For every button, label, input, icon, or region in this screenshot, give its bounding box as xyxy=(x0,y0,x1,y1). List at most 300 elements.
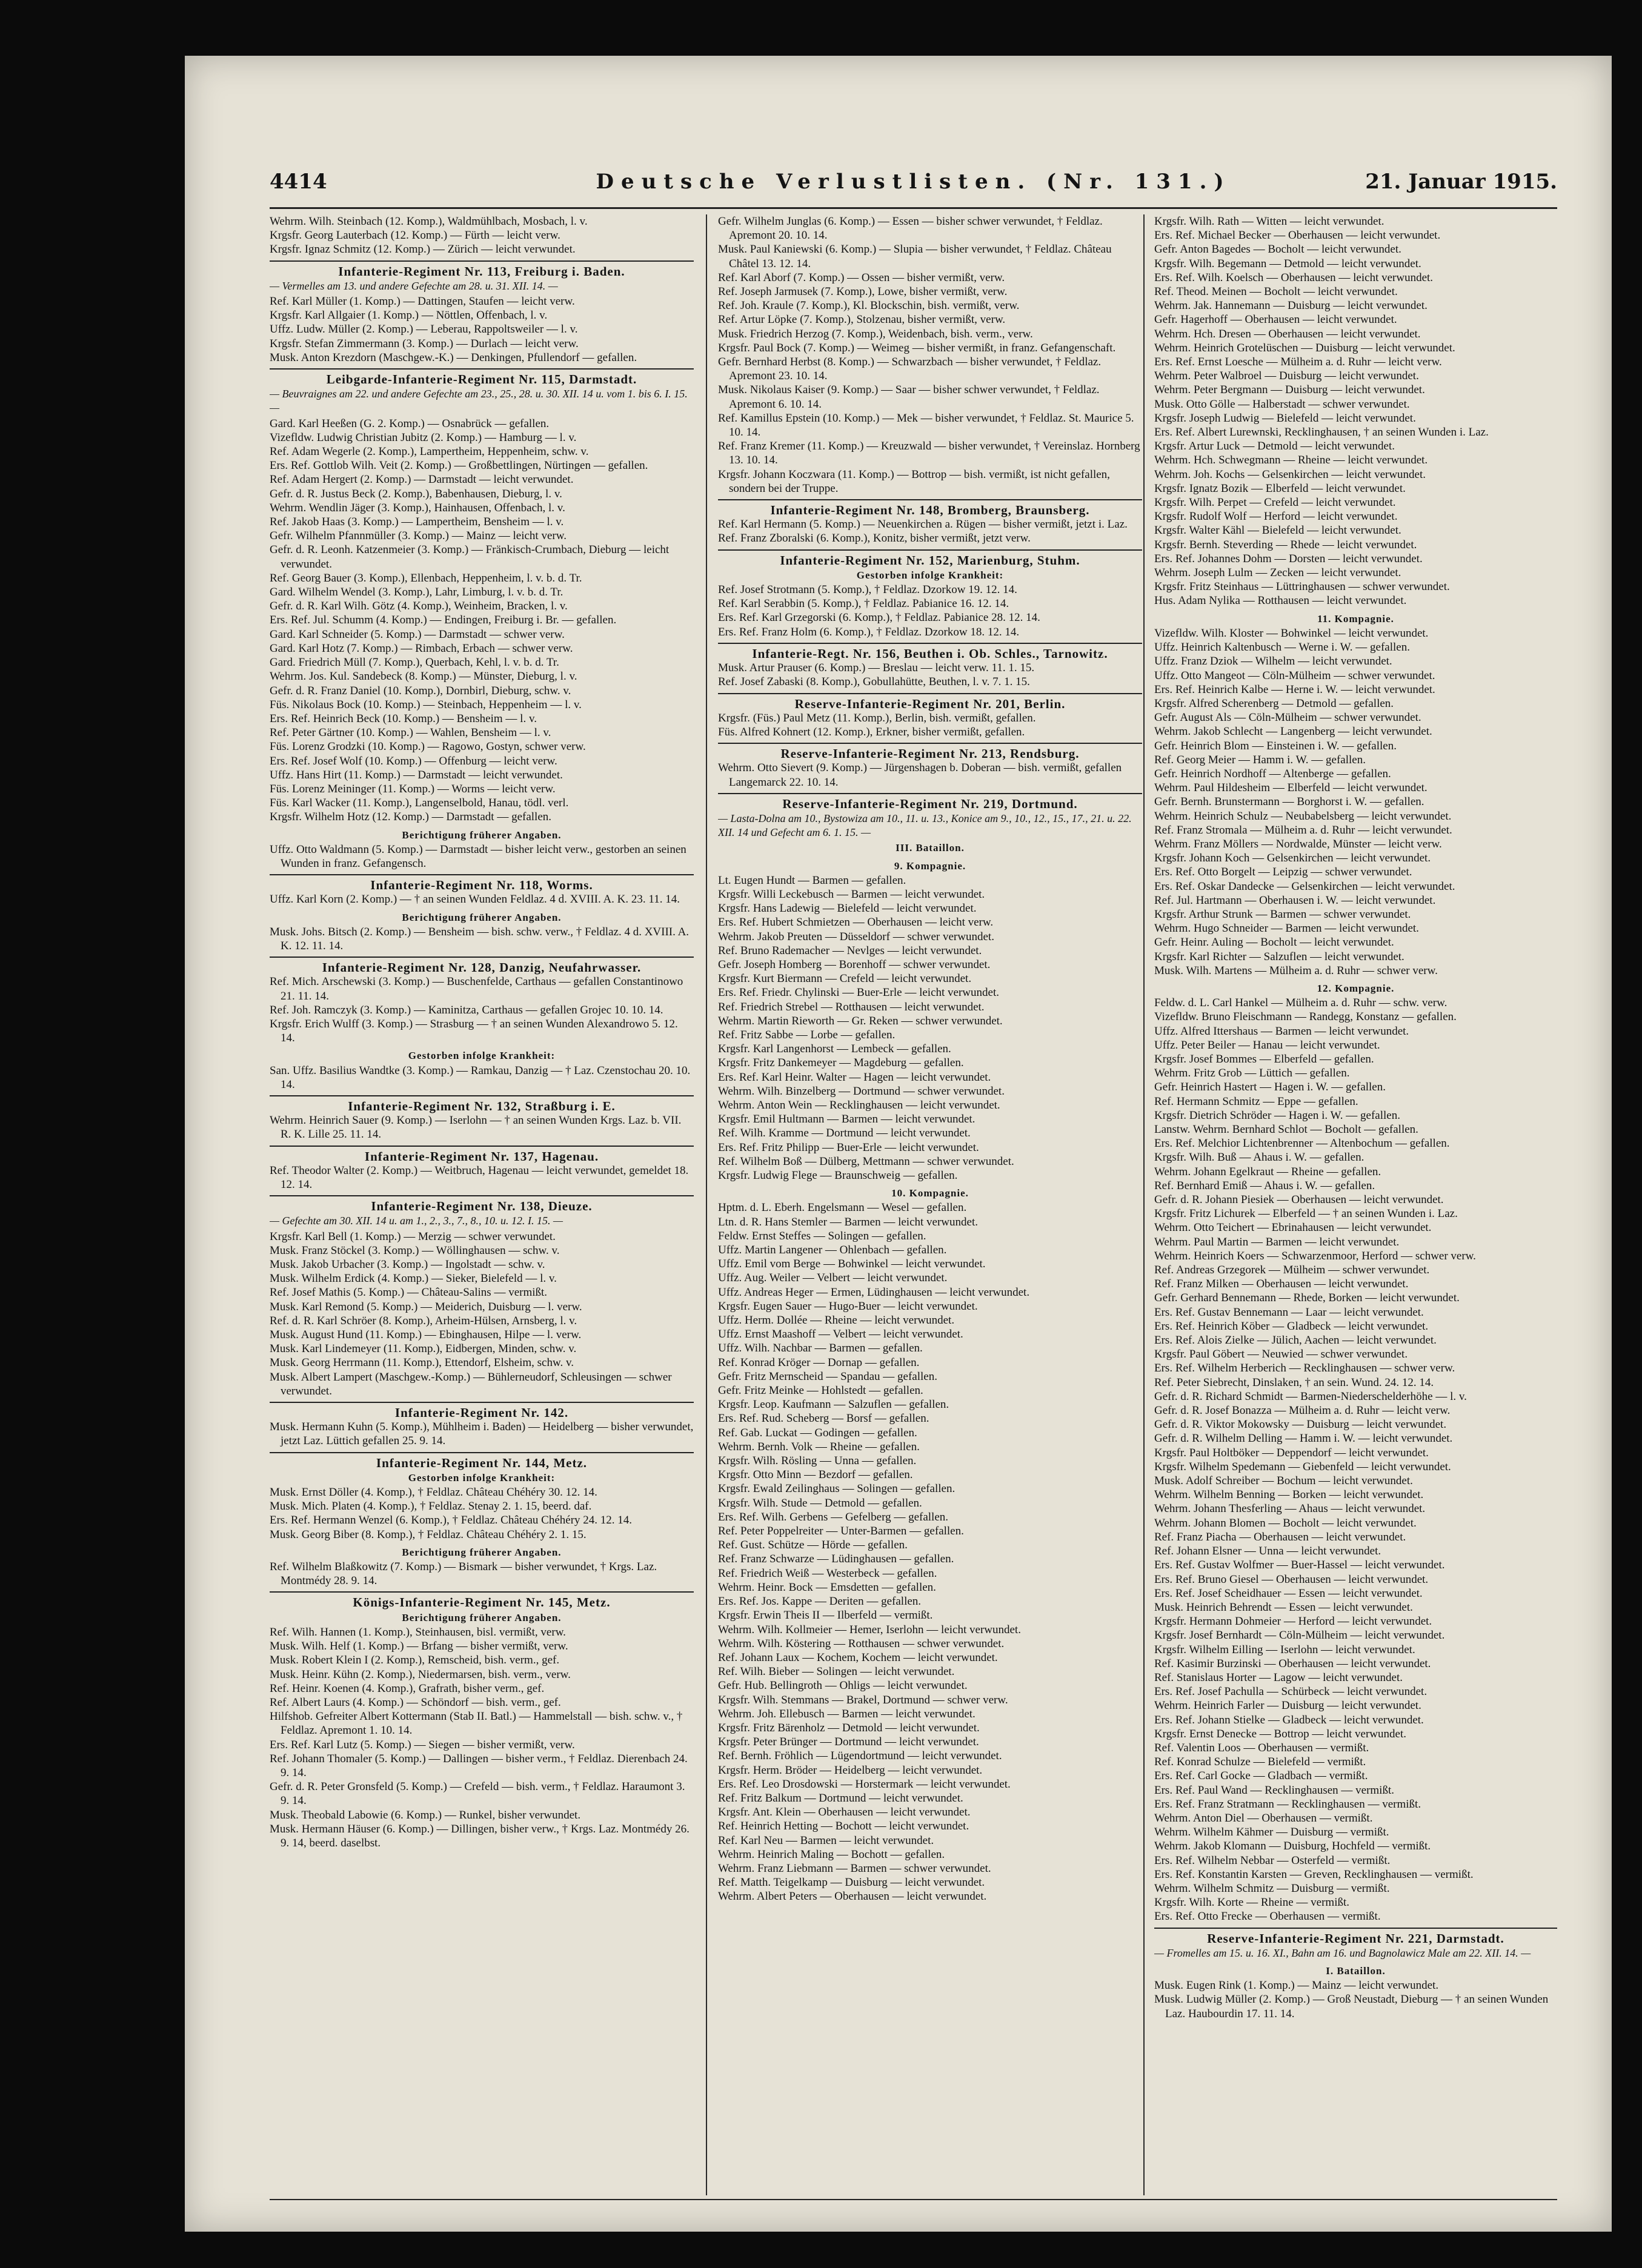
casualty-entry: Ers. Ref. Ernst Loesche — Mülheim a. d. Ruhr — leicht verw. xyxy=(1154,356,1442,369)
casualty-entry: Wehrm. Joh. Ellebusch — Barmen — leicht verwundet. xyxy=(718,1707,976,1720)
casualty-entry: Musk. Wilhelm Erdick (4. Komp.) — Sieker, Bielefeld — l. v. xyxy=(270,1272,557,1285)
regiment-section xyxy=(270,1591,694,1850)
casualty-entry: Musk. Mich. Platen (4. Komp.), † Feldlaz. Stenay 2. 1. 15, beerd. daf. xyxy=(270,1500,592,1513)
casualty-entry: Musk. Georg Herrmann (11. Komp.), Ettendorf, Elsheim, schw. v. xyxy=(270,1356,574,1370)
casualty-entry: Ref. Fritz Sabbe — Lorbe — gefallen. xyxy=(718,1028,896,1041)
casualty-entry: Ers. Ref. Paul Wand — Recklinghausen — vermißt. xyxy=(1154,1783,1394,1797)
page-header xyxy=(270,170,1557,204)
regiment-section xyxy=(1154,981,1557,1924)
casualty-entry: Ers. Ref. Otto Borgelt — Leipzig — schwer verwundet. xyxy=(1154,866,1412,879)
casualty-entry: Ers. Ref. Hubert Schmietzen — Oberhausen — leicht verw. xyxy=(718,916,994,929)
casualty-entry: Ref. Franz Milken — Oberhausen — leicht verwundet. xyxy=(1154,1278,1409,1291)
regiment-section xyxy=(270,214,694,257)
section-title: Infanterie-Regt. Nr. 156, Beuthen i. Ob. Schles., Tarnowitz. xyxy=(718,643,1142,661)
casualty-entry: Krgsfr. Fritz Steinhaus — Lüttringhausen — schwer verwundet. xyxy=(1154,580,1450,594)
casualty-entry: Ref. Peter Poppelreiter — Unter-Barmen — gefallen. xyxy=(718,1525,964,1538)
casualty-entry: Ers. Ref. Wilh. Koelsch — Oberhausen — leicht verwundet. xyxy=(1154,271,1434,284)
casualty-entry: Ers. Ref. Gustav Wolfmer — Buer-Hassel — leicht verwundet. xyxy=(1154,1559,1445,1572)
casualty-entry: Ers. Ref. Heinrich Köber — Gladbeck — leicht verwundet. xyxy=(1154,1319,1429,1333)
regiment-section xyxy=(270,1452,694,1542)
casualty-entry: Ers. Ref. Jos. Kappe — Deriten — gefallen. xyxy=(718,1595,922,1608)
casualty-entry: Ers. Ref. Rud. Scheberg — Borsf — gefallen. xyxy=(718,1412,929,1425)
regiment-section xyxy=(270,1049,694,1092)
section-title: Infanterie-Regiment Nr. 148, Bromberg, Braunsberg. xyxy=(718,499,1142,517)
casualty-entry: Ref. Friedrich Weiß — Westerbeck — gefallen. xyxy=(718,1567,937,1580)
section-title: Reserve-Infanterie-Regiment Nr. 201, Berlin. xyxy=(718,693,1142,711)
casualty-entry: Ref. Johann Thomaler (5. Komp.) — Dallingen — bisher verm., † Feldlaz. Dierenbach 24. 9. 14. xyxy=(270,1752,688,1779)
casualty-entry: Krgsfr. Peter Brünger — Dortmund — leicht verwundet. xyxy=(718,1736,979,1749)
casualty-entry: Musk. Otto Gölle — Halberstadt — schwer verwundet. xyxy=(1154,397,1410,411)
casualty-entry: Uffz. Peter Beiler — Hanau — leicht verwundet. xyxy=(1154,1038,1380,1052)
casualty-entry: Ref. Josef Strotmann (5. Komp.), † Feldlaz. Dzorkow 19. 12. 14. xyxy=(718,583,1017,597)
casualty-entry: Vizefldw. Wilh. Kloster — Bohwinkel — leicht verwundet. xyxy=(1154,626,1429,640)
casualty-entry: Musk. Ludwig Müller (2. Komp.) — Groß Neustadt, Dieburg — † an seinen Wunden Laz. Haubourdin 17. 11. 14. xyxy=(1154,1993,1549,2020)
casualty-entry: Ref. Kamillus Epstein (10. Komp.) — Mek — bisher verwundet, † Feldlaz. St. Maurice 5. 10. 14. xyxy=(718,411,1134,439)
casualty-entry: Krgsfr. Ewald Zeilinghaus — Solingen — gefallen. xyxy=(718,1482,956,1496)
casualty-entry: Gefr. August Als — Cöln-Mülheim — schwer verwundet. xyxy=(1154,711,1421,724)
casualty-entry: Gard. Karl Hotz (7. Komp.) — Rimbach, Erbach — schwer verw. xyxy=(270,642,573,655)
casualty-entry: Wehrm. Martin Rieworth — Gr. Reken — schwer verwundet. xyxy=(718,1014,1003,1027)
casualty-entry: Musk. Franz Stöckel (3. Komp.) — Wöllinghausen — schw. v. xyxy=(270,1244,560,1257)
casualty-entry: San. Uffz. Basilius Wandtke (3. Komp.) — Ramkau, Danzig — † Laz. Czenstochau 20. 10. 14. xyxy=(270,1064,691,1091)
casualty-entry: Krgsfr. Fritz Dankemeyer — Magdeburg — gefallen. xyxy=(718,1056,964,1070)
section-title: Infanterie-Regiment Nr. 144, Metz. xyxy=(270,1452,694,1470)
casualty-entry: Krgsfr. (Füs.) Paul Metz (11. Komp.), Berlin, bish. vermißt, gefallen. xyxy=(718,711,1036,724)
casualty-entry: Wehrm. Wendlin Jäger (3. Komp.), Hainhausen, Offenbach, l. v. xyxy=(270,501,565,514)
casualty-entry: Füs. Nikolaus Bock (10. Komp.) — Steinbach, Heppenheim — l. v. xyxy=(270,698,582,711)
section-subheading: Gestorben infolge Krankheit: xyxy=(408,1471,556,1484)
casualty-entry: Musk. Wilh. Martens — Mülheim a. d. Ruhr — schwer verw. xyxy=(1154,964,1438,977)
regiment-section xyxy=(1154,1964,1557,2021)
casualty-entry: Füs. Alfred Kohnert (12. Komp.), Erkner, bisher vermißt, gefallen. xyxy=(718,725,1025,738)
casualty-entry: Vizefldw. Ludwig Christian Jubitz (2. Komp.) — Hamburg — l. v. xyxy=(270,431,577,444)
casualty-entry: Gefr. Bernhard Herbst (8. Komp.) — Schwarzbach — bisher verwundet, † Feldlaz. Apremont 23. 10. 14. xyxy=(718,356,1102,383)
casualty-entry: Krgsfr. Fritz Lichurek — Elberfeld — † an seinen Wunden i. Laz. xyxy=(1154,1207,1458,1221)
casualty-entry: Ers. Ref. Hermann Wenzel (6. Komp.), † Feldlaz. Château Chéhéry 24. 12. 14. xyxy=(270,1514,633,1527)
casualty-entry: Musk. Eugen Rink (1. Komp.) — Mainz — leicht verwundet. xyxy=(1154,1979,1439,1992)
casualty-entry: Wehrm. Wilh. Binzelberg — Dortmund — schwer verwundet. xyxy=(718,1084,1005,1098)
casualty-entry: Wehrm. Johann Thesferling — Ahaus — leicht verwundet. xyxy=(1154,1502,1426,1516)
casualty-entry: Ref. Andreas Grzegorek — Mülheim — schwer verwundet. xyxy=(1154,1264,1430,1277)
casualty-entry: Musk. Artur Prauser (6. Komp.) — Breslau — leicht verw. 11. 1. 15. xyxy=(718,662,1035,675)
casualty-entry: Krgsfr. Ignaz Schmitz (12. Komp.) — Zürich — leicht verwundet. xyxy=(270,243,576,256)
casualty-entry: Gefr. Hub. Bellingroth — Ohligs — leicht verwundet. xyxy=(718,1679,968,1693)
regiment-section xyxy=(270,828,694,871)
casualty-entry: Ers. Ref. Heinrich Kalbe — Herne i. W. — leicht verwundet. xyxy=(1154,683,1435,696)
section-title: Königs-Infanterie-Regiment Nr. 145, Metz. xyxy=(270,1591,694,1610)
casualty-entry: Wehrm. Wilh. Köstering — Rotthausen — schwer verwundet. xyxy=(718,1637,1005,1650)
casualty-entry: Gard. Karl Heeßen (G. 2. Komp.) — Osnabrück — gefallen. xyxy=(270,417,550,430)
casualty-entry: Ltn. d. R. Hans Stemler — Barmen — leicht verwundet. xyxy=(718,1215,978,1228)
casualty-entry: Ref. Peter Siebrecht, Dinslaken, † an sein. Wund. 24. 12. 14. xyxy=(1154,1376,1434,1389)
casualty-entry: Ers. Ref. Wilhelm Nebbar — Osterfeld — vermißt. xyxy=(1154,1854,1391,1867)
casualty-entry: Vizefldw. Bruno Fleischmann — Randegg, Konstanz — gefallen. xyxy=(1154,1010,1457,1024)
casualty-entry: Ers. Ref. Franz Stratmann — Recklinghausen — vermißt. xyxy=(1154,1797,1421,1811)
casualty-entry: Feldw. Ernst Steffes — Solingen — gefallen. xyxy=(718,1229,926,1242)
casualty-entry: Gefr. Heinr. Auling — Bocholt — leicht verwundet. xyxy=(1154,936,1394,949)
casualty-entry: Ref. Karl Serabbin (5. Komp.), † Feldlaz. Pabianice 16. 12. 14. xyxy=(718,597,1009,611)
regiment-section xyxy=(270,910,694,953)
section-title: Infanterie-Regiment Nr. 137, Hagenau. xyxy=(270,1146,694,1164)
column-divider xyxy=(706,214,707,2195)
casualty-entry: Wehrm. Peter Bergmann — Duisburg — leicht verwundet. xyxy=(1154,383,1425,397)
casualty-entry: Uffz. Aug. Weiler — Velbert — leicht verwundet. xyxy=(718,1272,948,1285)
casualty-entry: Musk. Georg Biber (8. Komp.), † Feldlaz. Château Chéhéry 2. 1. 15. xyxy=(270,1528,587,1541)
casualty-entry: Krgsfr. Paul Bock (7. Komp.) — Weimeg — bisher vermißt, in franz. Gefangenschaft. xyxy=(718,341,1116,354)
section-title: Infanterie-Regiment Nr. 118, Worms. xyxy=(270,874,694,892)
casualty-entry: Ref. Johann Laux — Kochem, Kochem — leicht verwundet. xyxy=(718,1651,998,1664)
casualty-entry: Ers. Ref. Konstantin Karsten — Greven, Recklinghausen — vermißt. xyxy=(1154,1868,1474,1881)
casualty-entry: Wehrm. Paul Hildesheim — Elberfeld — leicht verwundet. xyxy=(1154,781,1428,795)
casualty-entry: Musk. Anton Krezdorn (Maschgew.-K.) — Denkingen, Pfullendorf — gefallen. xyxy=(270,351,637,364)
casualty-entry: Gefr. Hagerhoff — Oberhausen — leicht verwundet. xyxy=(1154,313,1397,327)
casualty-entry: Ref. Joh. Ramczyk (3. Komp.) — Kaminitza, Carthaus — gefallen Grojec 10. 10. 14. xyxy=(270,1003,663,1016)
regiment-section xyxy=(718,643,1142,689)
casualty-entry: Ers. Ref. Heinrich Beck (10. Komp.) — Bensheim — l. v. xyxy=(270,712,537,725)
regiment-section xyxy=(1154,1928,1557,1960)
casualty-entry: Musk. Johs. Bitsch (2. Komp.) — Bensheim — bish. schw. verw., † Feldlaz. 4 d. XVIII. A. K. 12. 11. 14. xyxy=(270,925,690,952)
casualty-entry: Ref. Mich. Arschewski (3. Komp.) — Buschenfelde, Carthaus — gefallen Constantinowo 21. 11. 14. xyxy=(270,975,683,1003)
casualty-entry: Feldw. d. L. Carl Hankel — Mülheim a. d. Ruhr — schw. verw. xyxy=(1154,996,1448,1010)
casualty-entry: Wehrm. Paul Martin — Barmen — leicht verwundet. xyxy=(1154,1235,1400,1248)
header-rule xyxy=(270,207,1557,209)
casualty-entry: Krgsfr. Wilh. Buß — Ahaus i. W. — gefallen. xyxy=(1154,1151,1364,1164)
casualty-entry: Ers. Ref. Otto Frecke — Oberhausen — vermißt. xyxy=(1154,1910,1381,1923)
casualty-entry: Ers. Ref. Josef Wolf (10. Komp.) — Offenburg — leicht verw. xyxy=(270,754,557,768)
casualty-entry: Gefr. d. R. Viktor Mokowsky — Duisburg — leicht verwundet. xyxy=(1154,1418,1447,1431)
casualty-entry: Krgsfr. Bernh. Steverding — Rhede — leicht verwundet. xyxy=(1154,538,1417,551)
casualty-entry: Wehrm. Joh. Kochs — Gelsenkirchen — leicht verwundet. xyxy=(1154,468,1426,481)
casualty-entry: Hus. Adam Nylika — Rotthausen — leicht verwundet. xyxy=(1154,594,1407,608)
casualty-entry: Uffz. Otto Mangeot — Cöln-Mülheim — schwer verwundet. xyxy=(1154,669,1435,682)
regiment-section xyxy=(1154,214,1557,608)
casualty-entry: Wehrm. Jakob Klomann — Duisburg, Hochfeld — vermißt. xyxy=(1154,1840,1431,1853)
section-subheading: Berichtigung früherer Angaben. xyxy=(402,829,562,841)
casualty-entry: Krgsfr. Emil Hultmann — Barmen — leicht verwundet. xyxy=(718,1113,976,1126)
casualty-entry: Krgsfr. Otto Minn — Bezdorf — gefallen. xyxy=(718,1468,913,1482)
casualty-entry: Ref. Adam Hergert (2. Komp.) — Darmstadt — leicht verwundet. xyxy=(270,473,574,486)
section-title: Leibgarde-Infanterie-Regiment Nr. 115, Darmstadt. xyxy=(270,368,694,386)
text-column-2 xyxy=(718,214,1142,2195)
casualty-entry: Wehrm. Hugo Schneider — Barmen — leicht verwundet. xyxy=(1154,922,1419,935)
casualty-entry: Wehrm. Hch. Dresen — Oberhausen — leicht verwundet. xyxy=(1154,327,1421,340)
regiment-section xyxy=(718,1186,1142,1903)
casualty-entry: Musk. Adolf Schreiber — Bochum — leicht verwundet. xyxy=(1154,1474,1413,1488)
casualty-entry: Ref. Hermann Schmitz — Eppe — gefallen. xyxy=(1154,1095,1358,1108)
casualty-entry: Ref. Josef Mathis (5. Komp.) — Château-Salins — vermißt. xyxy=(270,1286,548,1299)
casualty-entry: Uffz. Alfred Ittershaus — Barmen — leicht verwundet. xyxy=(1154,1024,1409,1038)
regiment-section xyxy=(270,874,694,906)
casualty-entry: Ref. Konrad Kröger — Dornap — gefallen. xyxy=(718,1356,920,1369)
regiment-section xyxy=(1154,612,1557,978)
casualty-entry: Krgsfr. Wilh. Korte — Rheine — vermißt. xyxy=(1154,1896,1350,1909)
casualty-entry: Gefr. Fritz Meinke — Hohlstedt — gefallen. xyxy=(718,1384,923,1398)
casualty-entry: Ref. Heinr. Koenen (4. Komp.), Grafrath, bisher verm., gef. xyxy=(270,1682,545,1695)
casualty-entry: Krgsfr. Stefan Zimmermann (3. Komp.) — Durlach — leicht verw. xyxy=(270,337,579,350)
casualty-entry: Krgsfr. Joseph Ludwig — Bielefeld — leicht verwundet. xyxy=(1154,411,1416,425)
casualty-entry: Ref. Peter Gärtner (10. Komp.) — Wahlen, Bensheim — l. v. xyxy=(270,726,551,740)
casualty-entry: Krgsfr. Paul Göbert — Neuwied — schwer verwundet. xyxy=(1154,1348,1408,1361)
casualty-entry: Gard. Karl Schneider (5. Komp.) — Darmstadt — schwer verw. xyxy=(270,628,565,641)
casualty-entry: Uffz. Herm. Dollée — Rheine — leicht verwundet. xyxy=(718,1314,955,1327)
section-subheading: Berichtigung früherer Angaben. xyxy=(402,911,562,923)
casualty-entry: Wehrm. Albert Peters — Oberhausen — leicht verwundet. xyxy=(718,1890,987,1903)
casualty-entry: Gefr. d. R. Richard Schmidt — Barmen-Niederschelderhöhe — l. v. xyxy=(1154,1390,1467,1403)
casualty-entry: Ers. Ref. Karl Lutz (5. Komp.) — Siegen — bisher vermißt, verw. xyxy=(270,1738,575,1751)
casualty-entry: Krgsfr. Walter Kähl — Bielefeld — leicht verwundet. xyxy=(1154,524,1401,537)
casualty-entry: Wehrm. Anton Diel — Oberhausen — vermißt. xyxy=(1154,1811,1373,1825)
casualty-entry: Krgsfr. Wilhelm Eilling — Iserlohn — leicht verwundet. xyxy=(1154,1643,1415,1656)
section-note: — Lasta-Dolna am 10., Bystowiza am 10., 11. u. 13., Konice am 9., 10., 12., 15., 17., 21. u. 22. XII. 14 und Gefecht am 6. 1. 15. — xyxy=(718,812,1132,839)
casualty-entry: Uffz. Andreas Heger — Ermen, Lüdinghausen — leicht verwundet. xyxy=(718,1285,1030,1299)
casualty-entry: Ref. Stanislaus Horter — Lagow — leicht verwundet. xyxy=(1154,1671,1403,1684)
casualty-entry: Musk. Albert Lampert (Maschgew.-Komp.) — Bühlerneudorf, Schleusingen — schwer verwundet. xyxy=(270,1370,672,1398)
casualty-entry: Wehrm. Otto Sievert (9. Komp.) — Jürgenshagen b. Doberan — bish. vermißt, gefallen Langemarck 22. 10. 14. xyxy=(718,761,1122,789)
page-number: 4414 xyxy=(270,170,327,194)
casualty-entry: Hptm. d. L. Eberh. Engelsmann — Wesel — gefallen. xyxy=(718,1201,967,1215)
section-subheading: 12. Kompagnie. xyxy=(1317,982,1395,994)
casualty-entry: Musk. Karl Remond (5. Komp.) — Meiderich, Duisburg — l. verw. xyxy=(270,1300,582,1313)
casualty-entry: Wehrm. Wilh. Steinbach (12. Komp.), Waldmühlbach, Mosbach, l. v. xyxy=(270,215,588,228)
casualty-entry: Krgsfr. Karl Richter — Salzuflen — leicht verwundet. xyxy=(1154,950,1404,963)
casualty-entry: Gefr. d. R. Justus Beck (2. Komp.), Babenhausen, Dieburg, l. v. xyxy=(270,487,562,500)
casualty-entry: Ref. Gab. Luckat — Godingen — gefallen. xyxy=(718,1426,917,1439)
casualty-entry: Gefr. Wilhelm Pfannmüller (3. Komp.) — Mainz — leicht verw. xyxy=(270,529,567,543)
casualty-entry: Ref. Wilhelm Boß — Dülberg, Mettmann — schwer verwundet. xyxy=(718,1155,1014,1168)
casualty-entry: Wehrm. Joseph Lulm — Zecken — leicht verwundet. xyxy=(1154,566,1401,580)
section-title: Infanterie-Regiment Nr. 138, Dieuze. xyxy=(270,1195,694,1213)
casualty-entry: Gefr. d. R. Johann Piesiek — Oberhausen — leicht verwundet. xyxy=(1154,1193,1444,1207)
casualty-entry: Gefr. Heinrich Blom — Einsteinen i. W. — gefallen. xyxy=(1154,739,1397,752)
casualty-entry: Wehrm. Heinrich Schulz — Neubabelsberg — leicht verwundet. xyxy=(1154,809,1452,823)
section-subheading: 11. Kompagnie. xyxy=(1317,612,1394,625)
casualty-entry: Musk. Jakob Urbacher (3. Komp.) — Ingolstadt — schw. v. xyxy=(270,1258,545,1272)
casualty-entry: Krgsfr. Wilh. Begemann — Detmold — leicht verwundet. xyxy=(1154,257,1421,270)
casualty-entry: Gefr. d. R. Josef Bonazza — Mülheim a. d. Ruhr — leicht verw. xyxy=(1154,1404,1451,1418)
casualty-entry: Ref. d. R. Karl Schröer (8. Komp.), Arheim-Hülsen, Arnsberg, l. v. xyxy=(270,1314,577,1327)
casualty-entry: Krgsfr. Georg Lauterbach (12. Komp.) — Fürth — leicht verw. xyxy=(270,229,560,242)
regiment-section xyxy=(718,743,1142,789)
regiment-section xyxy=(270,260,694,365)
regiment-section xyxy=(270,957,694,1045)
casualty-entry: Musk. Nikolaus Kaiser (9. Komp.) — Saar — bisher schwer verwundet, † Feldlaz. Apremont 6. 10. 14. xyxy=(718,383,1100,411)
regiment-section xyxy=(270,1402,694,1448)
casualty-entry: Gefr. Gerhard Bennemann — Rhede, Borken — leicht verwundet. xyxy=(1154,1292,1460,1305)
casualty-entry: Ref. Matth. Teigelkamp — Duisburg — leicht verwundet. xyxy=(718,1876,985,1889)
casualty-entry: Krgsfr. Wilhelm Spedemann — Giebenfeld — leicht verwundet. xyxy=(1154,1460,1451,1473)
casualty-entry: Wehrm. Franz Liebmann — Barmen — schwer verwundet. xyxy=(718,1862,991,1875)
casualty-entry: Ref. Karl Müller (1. Komp.) — Dattingen, Staufen — leicht verw. xyxy=(270,295,575,308)
casualty-entry: Wehrm. Johann Blomen — Bocholt — leicht verwundet. xyxy=(1154,1516,1417,1530)
casualty-entry: Wehrm. Heinrich Grotelüschen — Duisburg — leicht verwundet. xyxy=(1154,341,1455,354)
casualty-entry: Wehrm. Wilhelm Schmitz — Duisburg — vermißt. xyxy=(1154,1882,1390,1895)
casualty-entry: Krgsfr. Ludwig Flege — Braunschweig — gefallen. xyxy=(718,1169,958,1182)
casualty-entry: Musk. Karl Lindemeyer (11. Komp.), Eidbergen, Minden, schw. v. xyxy=(270,1342,577,1356)
casualty-entry: Ref. Franz Zboralski (6. Komp.), Konitz, bisher vermißt, jetzt verw. xyxy=(718,532,1031,545)
casualty-entry: Ref. Theod. Meinen — Bocholt — leicht verwundet. xyxy=(1154,285,1398,299)
casualty-entry: Füs. Lorenz Meininger (11. Komp.) — Worms — leicht verw. xyxy=(270,782,556,795)
casualty-entry: Musk. Hermann Kuhn (5. Komp.), Mühlheim i. Baden) — Heidelberg — bisher verwundet, jetzt Laz. Lüttich gefallen 25. 9. 14. xyxy=(270,1421,694,1448)
regiment-section xyxy=(270,1095,694,1142)
casualty-entry: Krgsfr. Eugen Sauer — Hugo-Buer — leicht verwundet. xyxy=(718,1299,978,1313)
casualty-entry: Ref. Gust. Schütze — Hörde — gefallen. xyxy=(718,1539,908,1552)
casualty-entry: Wehrm. Jos. Kul. Sandebeck (8. Komp.) — Münster, Dieburg, l. v. xyxy=(270,670,577,683)
casualty-entry: Wehrm. Jakob Schlecht — Langenberg — leicht verwundet. xyxy=(1154,725,1432,738)
casualty-entry: Krgsfr. Josef Bernhardt — Cöln-Mülheim — leicht verwundet. xyxy=(1154,1629,1445,1642)
casualty-entry: Wehrm. Franz Möllers — Nordwalde, Münster — leicht verw. xyxy=(1154,837,1442,850)
casualty-entry: Krgsfr. Alfred Scherenberg — Detmold — gefallen. xyxy=(1154,697,1394,710)
casualty-entry: Ers. Ref. Wilh. Gerbens — Gefelberg — gefallen. xyxy=(718,1510,948,1524)
casualty-entry: Ref. Georg Meier — Hamm i. W. — gefallen. xyxy=(1154,753,1366,766)
casualty-entry: Krgsfr. Paul Holtböker — Deppendorf — leicht verwundet. xyxy=(1154,1446,1429,1459)
casualty-entry: Wehrm. Wilhelm Kähmer — Duisburg — vermißt. xyxy=(1154,1826,1389,1839)
casualty-entry: Uffz. Heinrich Kaltenbusch — Werne i. W. — gefallen. xyxy=(1154,641,1410,654)
section-subheading: 10. Kompagnie. xyxy=(891,1187,969,1199)
casualty-entry: Ref. Konrad Schulze — Bielefeld — vermißt. xyxy=(1154,1756,1366,1769)
casualty-entry: Uffz. Ludw. Müller (2. Komp.) — Leberau, Rappoltsweiler — l. v. xyxy=(270,323,578,336)
casualty-entry: Gefr. Bernh. Brunstermann — Borghorst i. W. — gefallen. xyxy=(1154,795,1424,809)
casualty-entry: Musk. August Hund (11. Komp.) — Ebinghausen, Hilpe — l. verw. xyxy=(270,1328,582,1342)
casualty-entry: Krgsfr. Hans Ladewig — Bielefeld — leicht verwundet. xyxy=(718,902,977,915)
casualty-entry: Gefr. Joseph Homberg — Borenhoff — schwer verwundet. xyxy=(718,958,991,971)
casualty-entry: Wehrm. Wilhelm Benning — Borken — leicht verwundet. xyxy=(1154,1488,1424,1502)
casualty-entry: Lanstw. Wehrm. Bernhard Schlot — Bocholt — gefallen. xyxy=(1154,1123,1418,1136)
casualty-entry: Ref. Jul. Hartmann — Oberhausen i. W. — leicht verwundet. xyxy=(1154,894,1436,907)
casualty-entry: Wehrm. Heinrich Sauer (9. Komp.) — Iserlohn — † an seinen Wunden Krgs. Laz. b. VII. R. K. Lille 25. 11. 14. xyxy=(270,1114,682,1141)
casualty-entry: Krgsfr. Rudolf Wolf — Herford — leicht verwundet. xyxy=(1154,510,1398,523)
casualty-entry: Uffz. Martin Langener — Ohlenbach — gefallen. xyxy=(718,1244,947,1257)
casualty-entry: Ref. Wilh. Kramme — Dortmund — leicht verwundet. xyxy=(718,1127,971,1140)
casualty-entry: Wehrm. Otto Teichert — Ebrinahausen — leicht verwundet. xyxy=(1154,1221,1432,1235)
casualty-entry: Krgsfr. Herm. Bröder — Heidelberg — leicht verwundet. xyxy=(718,1763,983,1777)
casualty-entry: Krgsfr. Ant. Klein — Oberhausen — leicht verwundet. xyxy=(718,1806,971,1819)
section-title: Reserve-Infanterie-Regiment Nr. 213, Rendsburg. xyxy=(718,743,1142,761)
casualty-entry: Ers. Ref. Josef Scheidhauer — Essen — leicht verwundet. xyxy=(1154,1587,1423,1600)
casualty-entry: Musk. Robert Klein I (2. Komp.), Remscheid, bish. verm., gef. xyxy=(270,1654,560,1667)
casualty-entry: Ers. Ref. Michael Becker — Oberhausen — leicht verwundet. xyxy=(1154,229,1441,242)
casualty-entry: Uffz. Karl Korn (2. Komp.) — † an seinen Wunden Feldlaz. 4 d. XVIII. A. K. 23. 11. 14. xyxy=(270,893,680,906)
regiment-section xyxy=(718,693,1142,740)
casualty-entry: Wehrm. Hch. Schwegmann — Rheine — leicht verwundet. xyxy=(1154,454,1428,467)
casualty-entry: Krgsfr. Artur Luck — Detmold — leicht verwundet. xyxy=(1154,440,1395,453)
casualty-entry: Ref. Bernh. Fröhlich — Lügendortmund — leicht verwundet. xyxy=(718,1749,1002,1763)
section-title: Reserve-Infanterie-Regiment Nr. 219, Dortmund. xyxy=(718,793,1142,811)
regiment-section xyxy=(270,1146,694,1192)
casualty-entry: Ers. Ref. Wilhelm Herberich — Recklinghausen — schwer verw. xyxy=(1154,1362,1455,1375)
casualty-entry: Lt. Eugen Hundt — Barmen — gefallen. xyxy=(718,874,906,887)
text-column-3 xyxy=(1154,214,1557,2195)
casualty-entry: Ref. Johann Elsner — Unna — leicht verwundet. xyxy=(1154,1545,1381,1558)
casualty-entry: Musk. Paul Kaniewski (6. Komp.) — Slupia — bisher verwundet, † Feldlaz. Château Châtel 13. 12. 14. xyxy=(718,243,1112,270)
newspaper-page xyxy=(185,56,1612,2232)
casualty-entry: Wehrm. Jakob Preuten — Düsseldorf — schwer verwundet. xyxy=(718,930,994,943)
casualty-entry: Gard. Wilhelm Wendel (3. Komp.), Lahr, Limburg, l. v. b. d. Tr. xyxy=(270,586,563,599)
casualty-entry: Ref. Wilhelm Blaßkowitz (7. Komp.) — Bismark — bisher verwundet, † Krgs. Laz. Montmédy 28. 9. 14. xyxy=(270,1560,657,1588)
casualty-entry: Ers. Ref. Melchior Lichtenbrenner — Altenbochum — gefallen. xyxy=(1154,1137,1450,1150)
casualty-entry: Wehrm. Anton Wein — Recklinghausen — leicht verwundet. xyxy=(718,1098,1000,1112)
casualty-entry: Ref. Joh. Kraule (7. Komp.), Kl. Blockschin, bish. vermißt, verw. xyxy=(718,299,1020,313)
casualty-entry: Musk. Friedrich Herzog (7. Komp.), Weidenbach, bish. verm., verw. xyxy=(718,327,1033,340)
casualty-entry: Krgsfr. Wilh. Stude — Detmold — gefallen. xyxy=(718,1496,922,1510)
casualty-entry: Ref. Kasimir Burzinski — Oberhausen — leicht verwundet. xyxy=(1154,1657,1431,1670)
casualty-entry: Gefr. Anton Bagedes — Bocholt — leicht verwundet. xyxy=(1154,243,1401,256)
casualty-entry: Musk. Heinr. Kühn (2. Komp.), Niedermarsen, bish. verm., verw. xyxy=(270,1668,571,1681)
casualty-entry: Ref. Josef Zabaski (8. Komp.), Gobullahütte, Beuthen, l. v. 7. 1. 15. xyxy=(718,675,1030,689)
regiment-section xyxy=(718,549,1142,639)
section-note: — Gefechte am 30. XII. 14 u. am 1., 2., 3., 7., 8., 10. u. 12. I. 15. — xyxy=(270,1215,563,1227)
casualty-entry: Krgsfr. Hermann Dohmeier — Herford — leicht verwundet. xyxy=(1154,1615,1432,1628)
regiment-section xyxy=(270,1195,694,1398)
casualty-entry: Ref. Artur Löpke (7. Komp.), Stolzenau, bisher vermißt, verw. xyxy=(718,313,1006,327)
casualty-entry: Krgsfr. Johann Koczwara (11. Komp.) — Bottrop — bish. vermißt, ist nicht gefallen, sondern bei der Truppe. xyxy=(718,468,1110,495)
section-title: Infanterie-Regiment Nr. 113, Freiburg i. Baden. xyxy=(270,260,694,279)
casualty-entry: Wehrm. Peter Walbroel — Duisburg — leicht verwundet. xyxy=(1154,370,1419,383)
casualty-entry: Ref. Franz Piacha — Oberhausen — leicht verwundet. xyxy=(1154,1530,1406,1544)
section-title: Infanterie-Regiment Nr. 152, Marienburg, Stuhm. xyxy=(718,549,1142,568)
casualty-entry: Ref. Wilh. Hannen (1. Komp.), Steinhausen, bisl. vermißt, verw. xyxy=(270,1625,566,1639)
bottom-rule xyxy=(270,2199,1557,2200)
casualty-entry: Ref. Friedrich Strebel — Rotthausen — leicht verwundet. xyxy=(718,1000,985,1013)
section-note: — Beuvraignes am 22. und andere Gefechte am 23., 25., 28. u. 30. XII. 14 u. vom 1. bis 6. I. 15. — xyxy=(270,388,688,414)
casualty-entry: Ers. Ref. Alois Zielke — Jülich, Aachen — leicht verwundet. xyxy=(1154,1334,1437,1347)
casualty-entry: Ers. Ref. Franz Holm (6. Komp.), † Feldlaz. Dzorkow 18. 12. 14. xyxy=(718,625,1020,638)
regiment-section xyxy=(718,499,1142,546)
casualty-entry: Gefr. Wilhelm Junglas (6. Komp.) — Essen — bisher schwer verwundet, † Feldlaz. Apremont 20. 10. 14. xyxy=(718,215,1103,242)
casualty-entry: Ers. Ref. Albert Lurewnski, Recklinghausen, † an seinen Wunden i. Laz. xyxy=(1154,426,1489,439)
casualty-entry: Ref. Albert Laurs (4. Komp.) — Schöndorf — bish. verm., gef. xyxy=(270,1696,561,1709)
casualty-entry: Krgsfr. Dietrich Schröder — Hagen i. W. — gefallen. xyxy=(1154,1109,1400,1122)
casualty-entry: Wehrm. Fritz Grob — Lüttich — gefallen. xyxy=(1154,1067,1350,1080)
casualty-entry: Ers. Ref. Karl Grzegorski (6. Komp.), † Feldlaz. Pabianice 28. 12. 14. xyxy=(718,611,1040,625)
casualty-entry: Ref. Karl Neu — Barmen — leicht verwundet. xyxy=(718,1834,934,1847)
casualty-entry: Ers. Ref. Gottlob Wilh. Veit (2. Komp.) — Großbettlingen, Nürtingen — gefallen. xyxy=(270,459,648,472)
section-title: Infanterie-Regiment Nr. 142. xyxy=(270,1402,694,1420)
casualty-entry: Krgsfr. Josef Bommes — Elberfeld — gefallen. xyxy=(1154,1052,1374,1066)
regiment-section xyxy=(270,1545,694,1588)
casualty-entry: Krgsfr. Karl Langenhorst — Lembeck — gefallen. xyxy=(718,1043,951,1056)
casualty-entry: Ref. Bernhard Emiß — Ahaus i. W. — gefallen. xyxy=(1154,1179,1375,1192)
casualty-entry: Musk. Ernst Döller (4. Komp.), † Feldlaz. Château Chéhéry 30. 12. 14. xyxy=(270,1486,597,1499)
casualty-entry: Gefr. d. R. Wilhelm Delling — Hamm i. W. — leicht verwundet. xyxy=(1154,1432,1453,1445)
section-subheading: Berichtigung früherer Angaben. xyxy=(402,1546,562,1558)
casualty-entry: Krgsfr. Arthur Strunk — Barmen — schwer verwundet. xyxy=(1154,907,1411,921)
casualty-entry: Ers. Ref. Bruno Giesel — Oberhausen — leicht verwundet. xyxy=(1154,1573,1429,1586)
casualty-entry: Ers. Ref. Karl Heinr. Walter — Hagen — leicht verwundet. xyxy=(718,1070,991,1084)
casualty-entry: Uffz. Franz Dziok — Wilhelm — leicht verwundet. xyxy=(1154,655,1392,668)
casualty-entry: Gefr. d. R. Leonh. Katzenmeier (3. Komp.) — Fränkisch-Crumbach, Dieburg — leicht verwundet. xyxy=(270,543,670,571)
casualty-entry: Krgsfr. Wilh. Rösling — Unna — gefallen. xyxy=(718,1454,917,1468)
casualty-entry: Krgsfr. Ernst Denecke — Bottrop — leicht verwundet. xyxy=(1154,1727,1406,1740)
section-title: Infanterie-Regiment Nr. 132, Straßburg i. E. xyxy=(270,1095,694,1113)
casualty-entry: Ers. Ref. Johann Stielke — Gladbeck — leicht verwundet. xyxy=(1154,1713,1424,1726)
page-title: Deutsche Verlustlisten. (Nr. 131.) xyxy=(596,170,1231,194)
casualty-entry: Ref. Karl Hermann (5. Komp.) — Neuenkirchen a. Rügen — bisher vermißt, jetzt i. Laz. xyxy=(718,518,1128,531)
text-column-1 xyxy=(270,214,694,2195)
column-divider xyxy=(1143,214,1145,2195)
section-title: Infanterie-Regiment Nr. 128, Danzig, Neufahrwasser. xyxy=(270,957,694,975)
casualty-entry: Krgsfr. Leop. Kaufmann — Salzuflen — gefallen. xyxy=(718,1398,949,1411)
casualty-entry: Ref. Fritz Balkum — Dortmund — leicht verwundet. xyxy=(718,1791,963,1805)
casualty-entry: Gefr. Heinrich Hastert — Hagen i. W. — gefallen. xyxy=(1154,1081,1386,1094)
casualty-entry: Ers. Ref. Gustav Bennemann — Laar — leicht verwundet. xyxy=(1154,1305,1424,1319)
casualty-entry: Krgsfr. Wilhelm Hotz (12. Komp.) — Darmstadt — gefallen. xyxy=(270,811,551,824)
casualty-entry: Gefr. d. R. Peter Gronsfeld (5. Komp.) — Crefeld — bish. verm., † Feldlaz. Haraumont 3. 9. 14. xyxy=(270,1780,685,1808)
casualty-entry: Ers. Ref. Johannes Dohm — Dorsten — leicht verwundet. xyxy=(1154,552,1423,565)
casualty-entry: Krgsfr. Fritz Bärenholz — Detmold — leicht verwundet. xyxy=(718,1721,980,1734)
casualty-entry: Gard. Friedrich Müll (7. Komp.), Querbach, Kehl, l. v. b. d. Tr. xyxy=(270,656,559,669)
casualty-entry: Ref. Valentin Loos — Oberhausen — vermißt. xyxy=(1154,1741,1369,1754)
casualty-entry: Krgsfr. Wilh. Stemmans — Brakel, Dortmund — schwer verw. xyxy=(718,1693,1008,1706)
